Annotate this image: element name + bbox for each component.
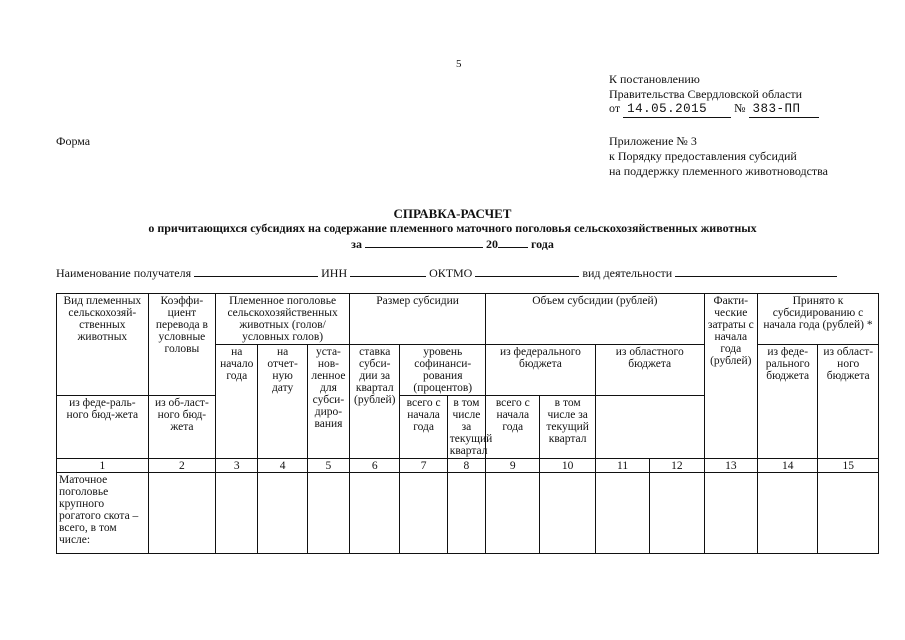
form-label: Форма <box>56 134 91 148</box>
table-cell[interactable] <box>258 473 307 554</box>
period-year: 20 <box>485 237 498 251</box>
appendix-line-3: на поддержку племенного животноводства <box>609 164 828 178</box>
column-number: 13 <box>704 459 757 473</box>
column-number: 2 <box>148 459 215 473</box>
table-cell[interactable] <box>307 473 349 554</box>
resolution-date-line <box>609 101 819 118</box>
column-number: 15 <box>818 459 879 473</box>
year-blank[interactable] <box>498 236 528 248</box>
period-suffix: года <box>530 237 554 251</box>
column-number: 6 <box>350 459 400 473</box>
header-actual-costs: Факти-ческие затраты с начала года (рублей) <box>704 294 757 459</box>
table-cell[interactable] <box>216 473 258 554</box>
header-herd-established: уста-нов-ленное для субси-диро-вания <box>307 345 349 459</box>
column-number: 7 <box>400 459 447 473</box>
table-cell[interactable] <box>486 473 540 554</box>
table-cell[interactable] <box>650 473 704 554</box>
header-accepted: Принято к субсидированию с начала года (рублей) * <box>758 294 879 345</box>
appendix-line-1: Приложение № 3 <box>609 134 697 148</box>
header-breeding-herd: Племенное поголовье сельскохозяйственных животных (голов/ условных голов) <box>216 294 350 345</box>
recipient-name-label: Наименование получателя <box>56 266 192 280</box>
table-cell[interactable] <box>400 473 447 554</box>
resolution-number: 383-ПП <box>749 102 819 118</box>
header-cofinancing: уровень софинанси-рования (процентов) <box>400 345 486 396</box>
title-period <box>0 236 905 252</box>
column-number: 3 <box>216 459 258 473</box>
column-number: 8 <box>447 459 485 473</box>
header-federal-quarter: в том числе за текущий квартал <box>447 396 485 459</box>
table-cell[interactable] <box>758 473 818 554</box>
column-numbers-row <box>57 459 879 473</box>
date-prefix: от <box>609 101 621 115</box>
recipient-name-field[interactable] <box>194 265 318 277</box>
title-main: СПРАВКА-РАСЧЕТ <box>393 206 512 221</box>
header-subsidy-size: Размер субсидии <box>350 294 486 345</box>
header-federal-total: всего с начала года <box>400 396 447 459</box>
header-regional-total: всего с начала года <box>486 396 540 459</box>
header-accepted-federal: из феде-рального бюджета <box>758 345 818 459</box>
resolution-date: 14.05.2015 <box>623 102 731 118</box>
table-cell[interactable] <box>148 473 215 554</box>
period-blank[interactable] <box>365 236 483 248</box>
column-number: 4 <box>258 459 307 473</box>
header-animal-kind: Вид племенных сельскохозяй-ственных животных <box>57 294 149 396</box>
header-federal-budget: из федерального бюджета <box>486 345 596 396</box>
document-title <box>0 206 905 252</box>
column-number: 9 <box>486 459 540 473</box>
activity-field[interactable] <box>675 265 837 277</box>
header-coefficient: Коэффи-циент перевода в условные головы <box>148 294 215 396</box>
inn-label: ИНН <box>321 266 348 280</box>
appendix-block <box>609 134 828 179</box>
table-row <box>57 473 879 554</box>
header-cofin-regional: из об-ласт-ного бюд-жета <box>148 396 215 459</box>
header-cofin-federal: из феде-раль-ного бюд-жета <box>57 396 149 459</box>
table-cell[interactable] <box>595 473 649 554</box>
header-herd-report: на отчет-ную дату <box>258 345 307 459</box>
number-prefix: № <box>734 101 746 115</box>
column-number: 1 <box>57 459 149 473</box>
period-prefix: за <box>351 237 362 251</box>
resolution-line-1: К постановлению <box>609 72 700 86</box>
resolution-reference <box>609 72 819 118</box>
header-regional-budget: из областного бюджета <box>595 345 704 396</box>
activity-label: вид деятельности <box>582 266 673 280</box>
column-number: 11 <box>595 459 649 473</box>
oktmo-label: ОКТМО <box>429 266 473 280</box>
header-accepted-regional: из област-ного бюджета <box>818 345 879 459</box>
column-number: 14 <box>758 459 818 473</box>
table-cell[interactable] <box>350 473 400 554</box>
header-subsidy-volume: Объем субсидии (рублей) <box>486 294 705 345</box>
table-cell[interactable] <box>447 473 485 554</box>
recipient-line <box>56 265 837 281</box>
row-label-cattle: Маточное поголовье крупного рогатого скота – всего, в том числе: <box>57 473 149 554</box>
resolution-line-2: Правительства Свердловской области <box>609 86 803 101</box>
column-number: 5 <box>307 459 349 473</box>
appendix-line-2: к Порядку предоставления субсидий <box>609 149 797 163</box>
page-number: 5 <box>456 58 462 70</box>
subsidy-table <box>56 293 879 554</box>
title-subtitle: о причитающихся субсидиях на содержание племенного маточного поголовья сельскохозяйственных животных <box>148 221 757 235</box>
header-rate: ставка субси-дии за квартал (рублей) <box>350 345 400 459</box>
header-regional-quarter: в том числе за текущий квартал <box>540 396 595 459</box>
table-cell[interactable] <box>818 473 879 554</box>
table-cell[interactable] <box>704 473 757 554</box>
header-herd-start: на начало года <box>216 345 258 459</box>
table-cell[interactable] <box>540 473 595 554</box>
oktmo-field[interactable] <box>475 265 579 277</box>
inn-field[interactable] <box>350 265 426 277</box>
column-number: 12 <box>650 459 704 473</box>
column-number: 10 <box>540 459 595 473</box>
